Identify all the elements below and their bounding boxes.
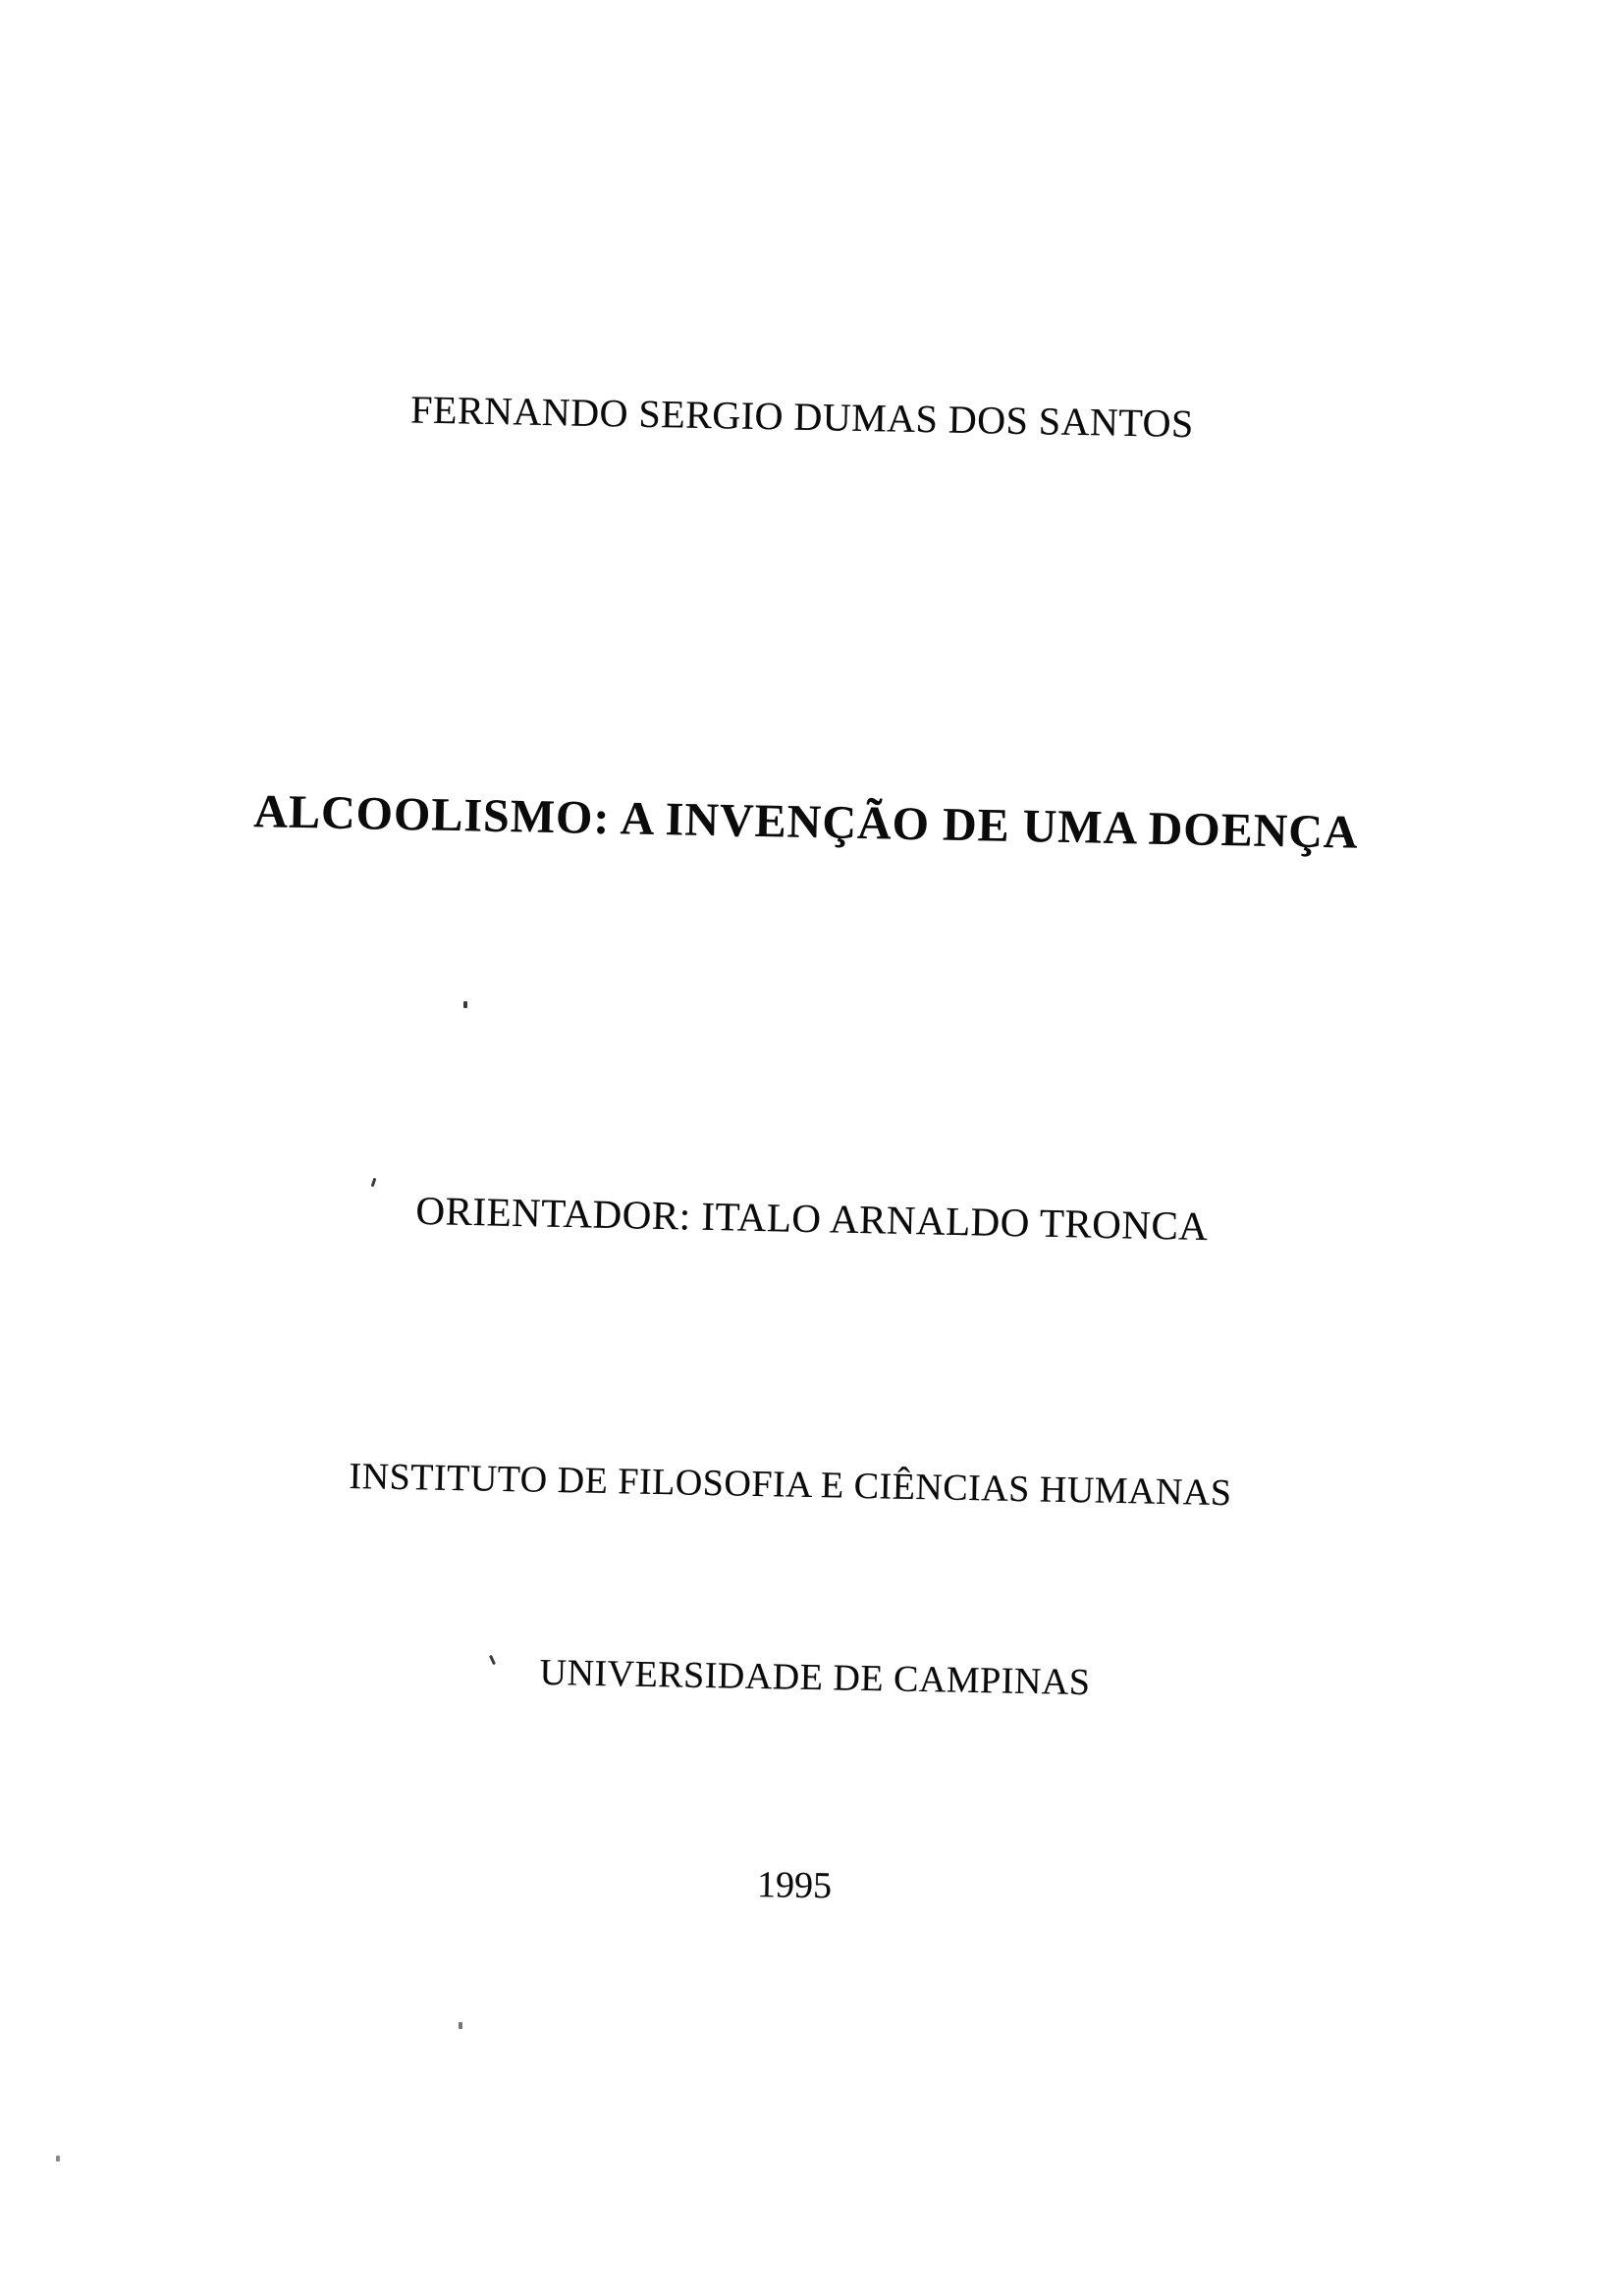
scan-artifact bbox=[463, 1001, 467, 1008]
advisor-line: ORIENTADOR: ITALO ARNALDO TRONCA bbox=[415, 1187, 1209, 1250]
scan-artifact bbox=[459, 2022, 462, 2029]
scan-artifact bbox=[371, 1178, 377, 1187]
scan-artifact bbox=[56, 2156, 60, 2162]
institute-line: INSTITUTO DE FILOSOFIA E CIÊNCIAS HUMANAS bbox=[349, 1455, 1232, 1515]
author-name: FERNANDO SERGIO DUMAS DOS SANTOS bbox=[409, 387, 1195, 447]
university-line: UNIVERSIDADE DE CAMPINAS bbox=[539, 1651, 1091, 1704]
thesis-title: ALCOOLISMO: A INVENÇÃO DE UMA DOENÇA bbox=[252, 785, 1360, 859]
year-line: 1995 bbox=[756, 1864, 833, 1907]
